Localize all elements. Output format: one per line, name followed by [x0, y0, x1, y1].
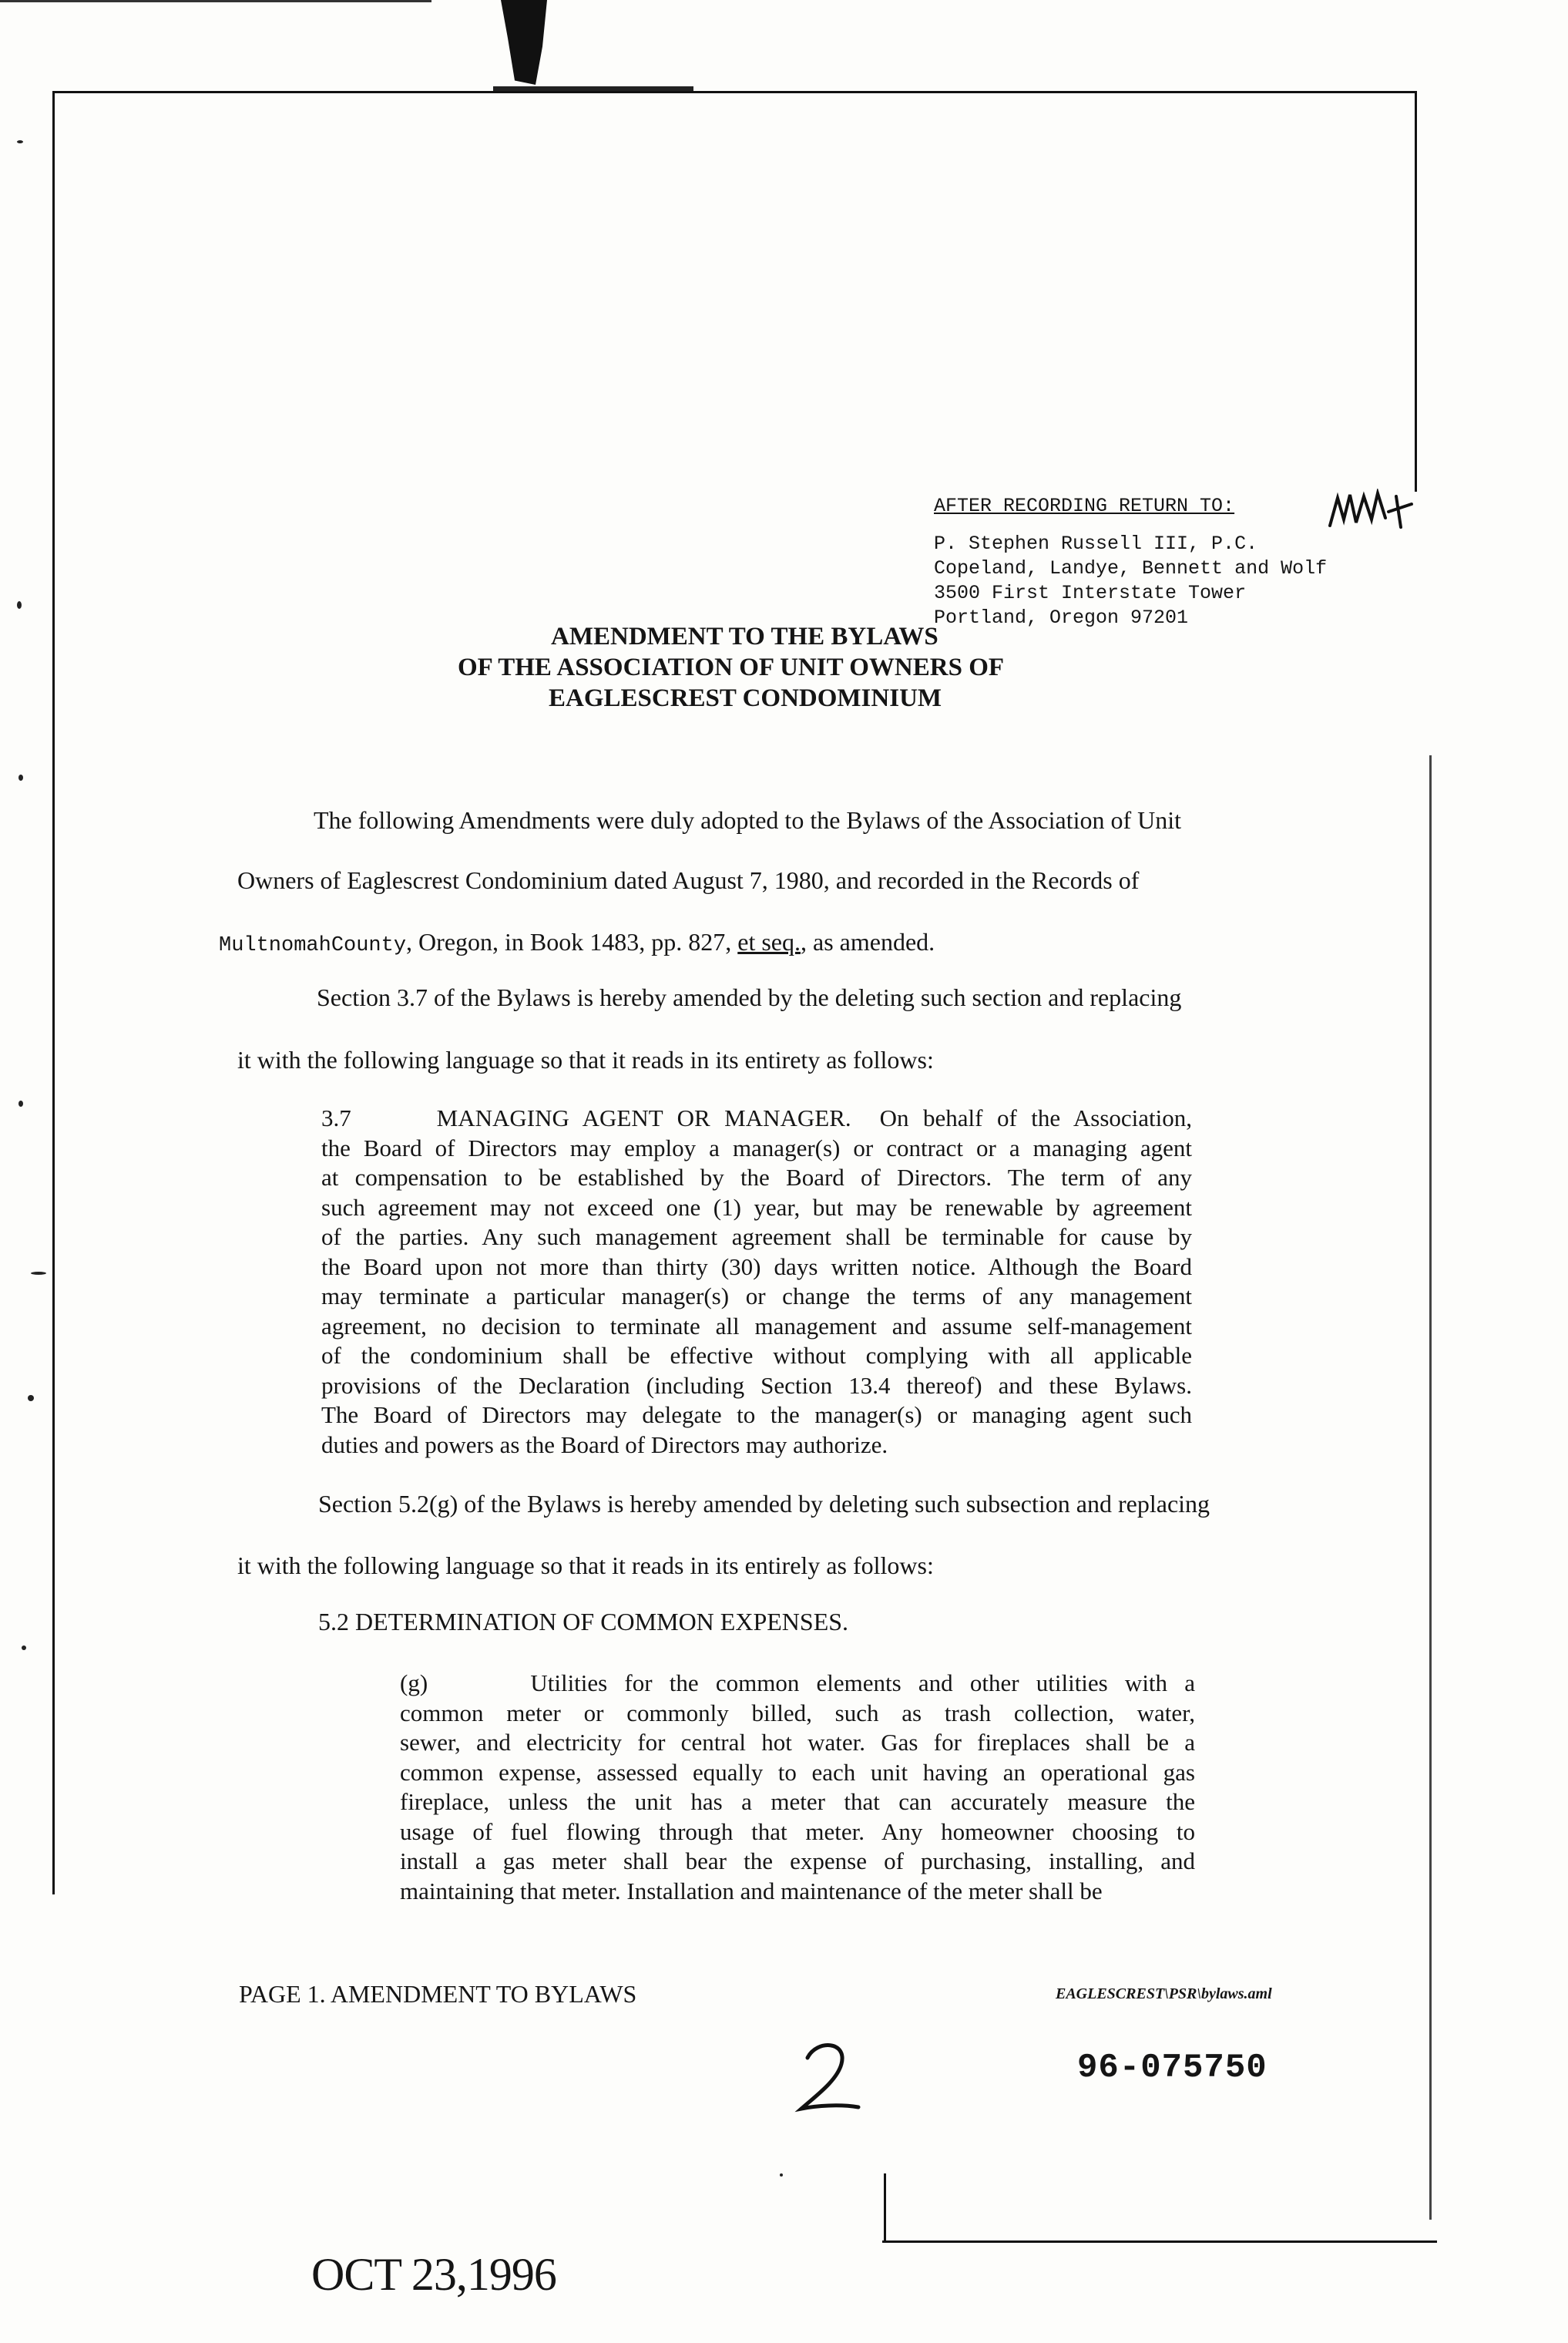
frame-left-line: [52, 91, 55, 1894]
scan-speck: [17, 601, 22, 609]
intro-line-3: MultnomahCounty, Oregon, in Book 1483, pp. 827, et seq., as amended.: [219, 928, 935, 957]
scan-speck: [28, 1395, 34, 1401]
section37-line: provisions of the Declaration (including Section 13.4 thereof) and these Bylaws.: [321, 1371, 1192, 1399]
section-5-2-g: [400, 1669, 1195, 1906]
scan-speck: [18, 775, 23, 781]
section37-line: the Board of Directors may employ a manager(s) or contract or a managing agent: [321, 1134, 1192, 1161]
section52-heading: 5.2 DETERMINATION OF COMMON EXPENSES.: [318, 1608, 849, 1635]
recording-line: P. Stephen Russell III, P.C.: [934, 533, 1258, 555]
section52-line: common meter or commonly billed, such as trash collection, water,: [400, 1699, 1195, 1726]
county-name: MultnomahCounty: [219, 934, 407, 957]
frame-top-line-left: [0, 0, 431, 2]
handwritten-page-number: [794, 2035, 863, 2119]
page-footer-label: PAGE 1. AMENDMENT TO BYLAWS: [239, 1980, 637, 2008]
section37-line: The Board of Directors may delegate to the manager(s) or managing agent such: [321, 1401, 1192, 1428]
section52-line: install a gas meter shall bear the expense of purchasing, installing, and: [400, 1847, 1195, 1874]
section37-line: duties and powers as the Board of Directors may authorize.: [321, 1430, 888, 1458]
scan-speck: [22, 1645, 26, 1650]
recording-line: Portland, Oregon 97201: [934, 607, 1189, 629]
handwritten-initials: [1327, 489, 1419, 535]
section52-line: fireplace, unless the unit has a meter that can accurately measure the: [400, 1788, 1195, 1815]
intro-line-2: Owners of Eaglescrest Condominium dated August 7, 1980, and recorded in the Records of: [237, 866, 1140, 894]
title-line-2: OF THE ASSOCIATION OF UNIT OWNERS OF: [458, 654, 1005, 681]
section37-line: such agreement may not exceed one (1) year, but may be renewable by agreement: [321, 1193, 1192, 1221]
binder-mark: [501, 0, 547, 85]
section37-line: agreement, no decision to terminate all management and assume self-management: [321, 1312, 1192, 1340]
frame-top-line: [52, 91, 1416, 93]
title-line-3: EAGLESCREST CONDOMINIUM: [549, 684, 942, 712]
section37-line: the Board upon not more than thirty (30) days written notice. Although the Board: [321, 1252, 1192, 1280]
section37-intro-line-2: it with the following language so that it reads in its entirety as follows:: [237, 1046, 934, 1074]
frame-right-line: [1415, 91, 1417, 492]
scan-speck: [17, 140, 23, 143]
intro-line-1: The following Amendments were duly adopted to the Bylaws of the Association of Unit: [314, 806, 1182, 834]
recording-line: 3500 First Interstate Tower: [934, 582, 1247, 604]
section37-line: of the parties. Any such management agreement shall be terminable for cause by: [321, 1223, 1192, 1250]
scan-speck: [780, 2173, 783, 2177]
frame-bottom-line: [882, 2240, 1437, 2243]
scan-speck: [18, 1101, 23, 1107]
section-3-7: [321, 1104, 1192, 1460]
section52-first-line: (g) Utilities for the common elements and other utilities with a: [400, 1669, 1196, 1696]
section52-intro-line-1: Section 5.2(g) of the Bylaws is hereby amended by deleting such subsection and replacing: [318, 1490, 1210, 1518]
recording-line: Copeland, Landye, Bennett and Wolf: [934, 557, 1328, 580]
section52-line: usage of fuel flowing through that meter. Any homeowner choosing to: [400, 1817, 1195, 1845]
file-path: EAGLESCREST\PSR\bylaws.aml: [1056, 1985, 1272, 2002]
section37-line: at compensation to be established by the Board of Directors. The term of any: [321, 1164, 1192, 1191]
frame-bottom-vert: [884, 2173, 886, 2243]
section52-intro-line-2: it with the following language so that it reads in its entirely as follows:: [237, 1551, 934, 1579]
recording-heading: AFTER RECORDING RETURN TO:: [934, 495, 1235, 517]
section52-line: sewer, and electricity for central hot water. Gas for fireplaces shall be a: [400, 1729, 1195, 1756]
title-line-1: AMENDMENT TO THE BYLAWS: [551, 623, 938, 650]
document-number: 96-075750: [1077, 2049, 1267, 2087]
frame-right-line-lower: [1429, 755, 1432, 2220]
binder-underline: [493, 86, 693, 91]
section52-line: common expense, assessed equally to each unit having an operational gas: [400, 1758, 1195, 1786]
et-seq: et seq.: [737, 928, 801, 956]
date-stamp: OCT 23,1996: [311, 2249, 556, 2300]
section37-line: may terminate a particular manager(s) or change the terms of any management: [321, 1282, 1192, 1309]
scan-speck: [31, 1272, 46, 1275]
section37-line: of the condominium shall be effective without complying with all applicable: [321, 1342, 1192, 1369]
section37-intro-line-1: Section 3.7 of the Bylaws is hereby amended by the deleting such section and replacing: [317, 983, 1182, 1011]
section37-first-line: 3.7 MANAGING AGENT OR MANAGER. On behalf of the Association,: [321, 1104, 1193, 1131]
recording-address: [934, 532, 1327, 630]
section52-line: maintaining that meter. Installation and maintenance of the meter shall be: [400, 1877, 1103, 1904]
